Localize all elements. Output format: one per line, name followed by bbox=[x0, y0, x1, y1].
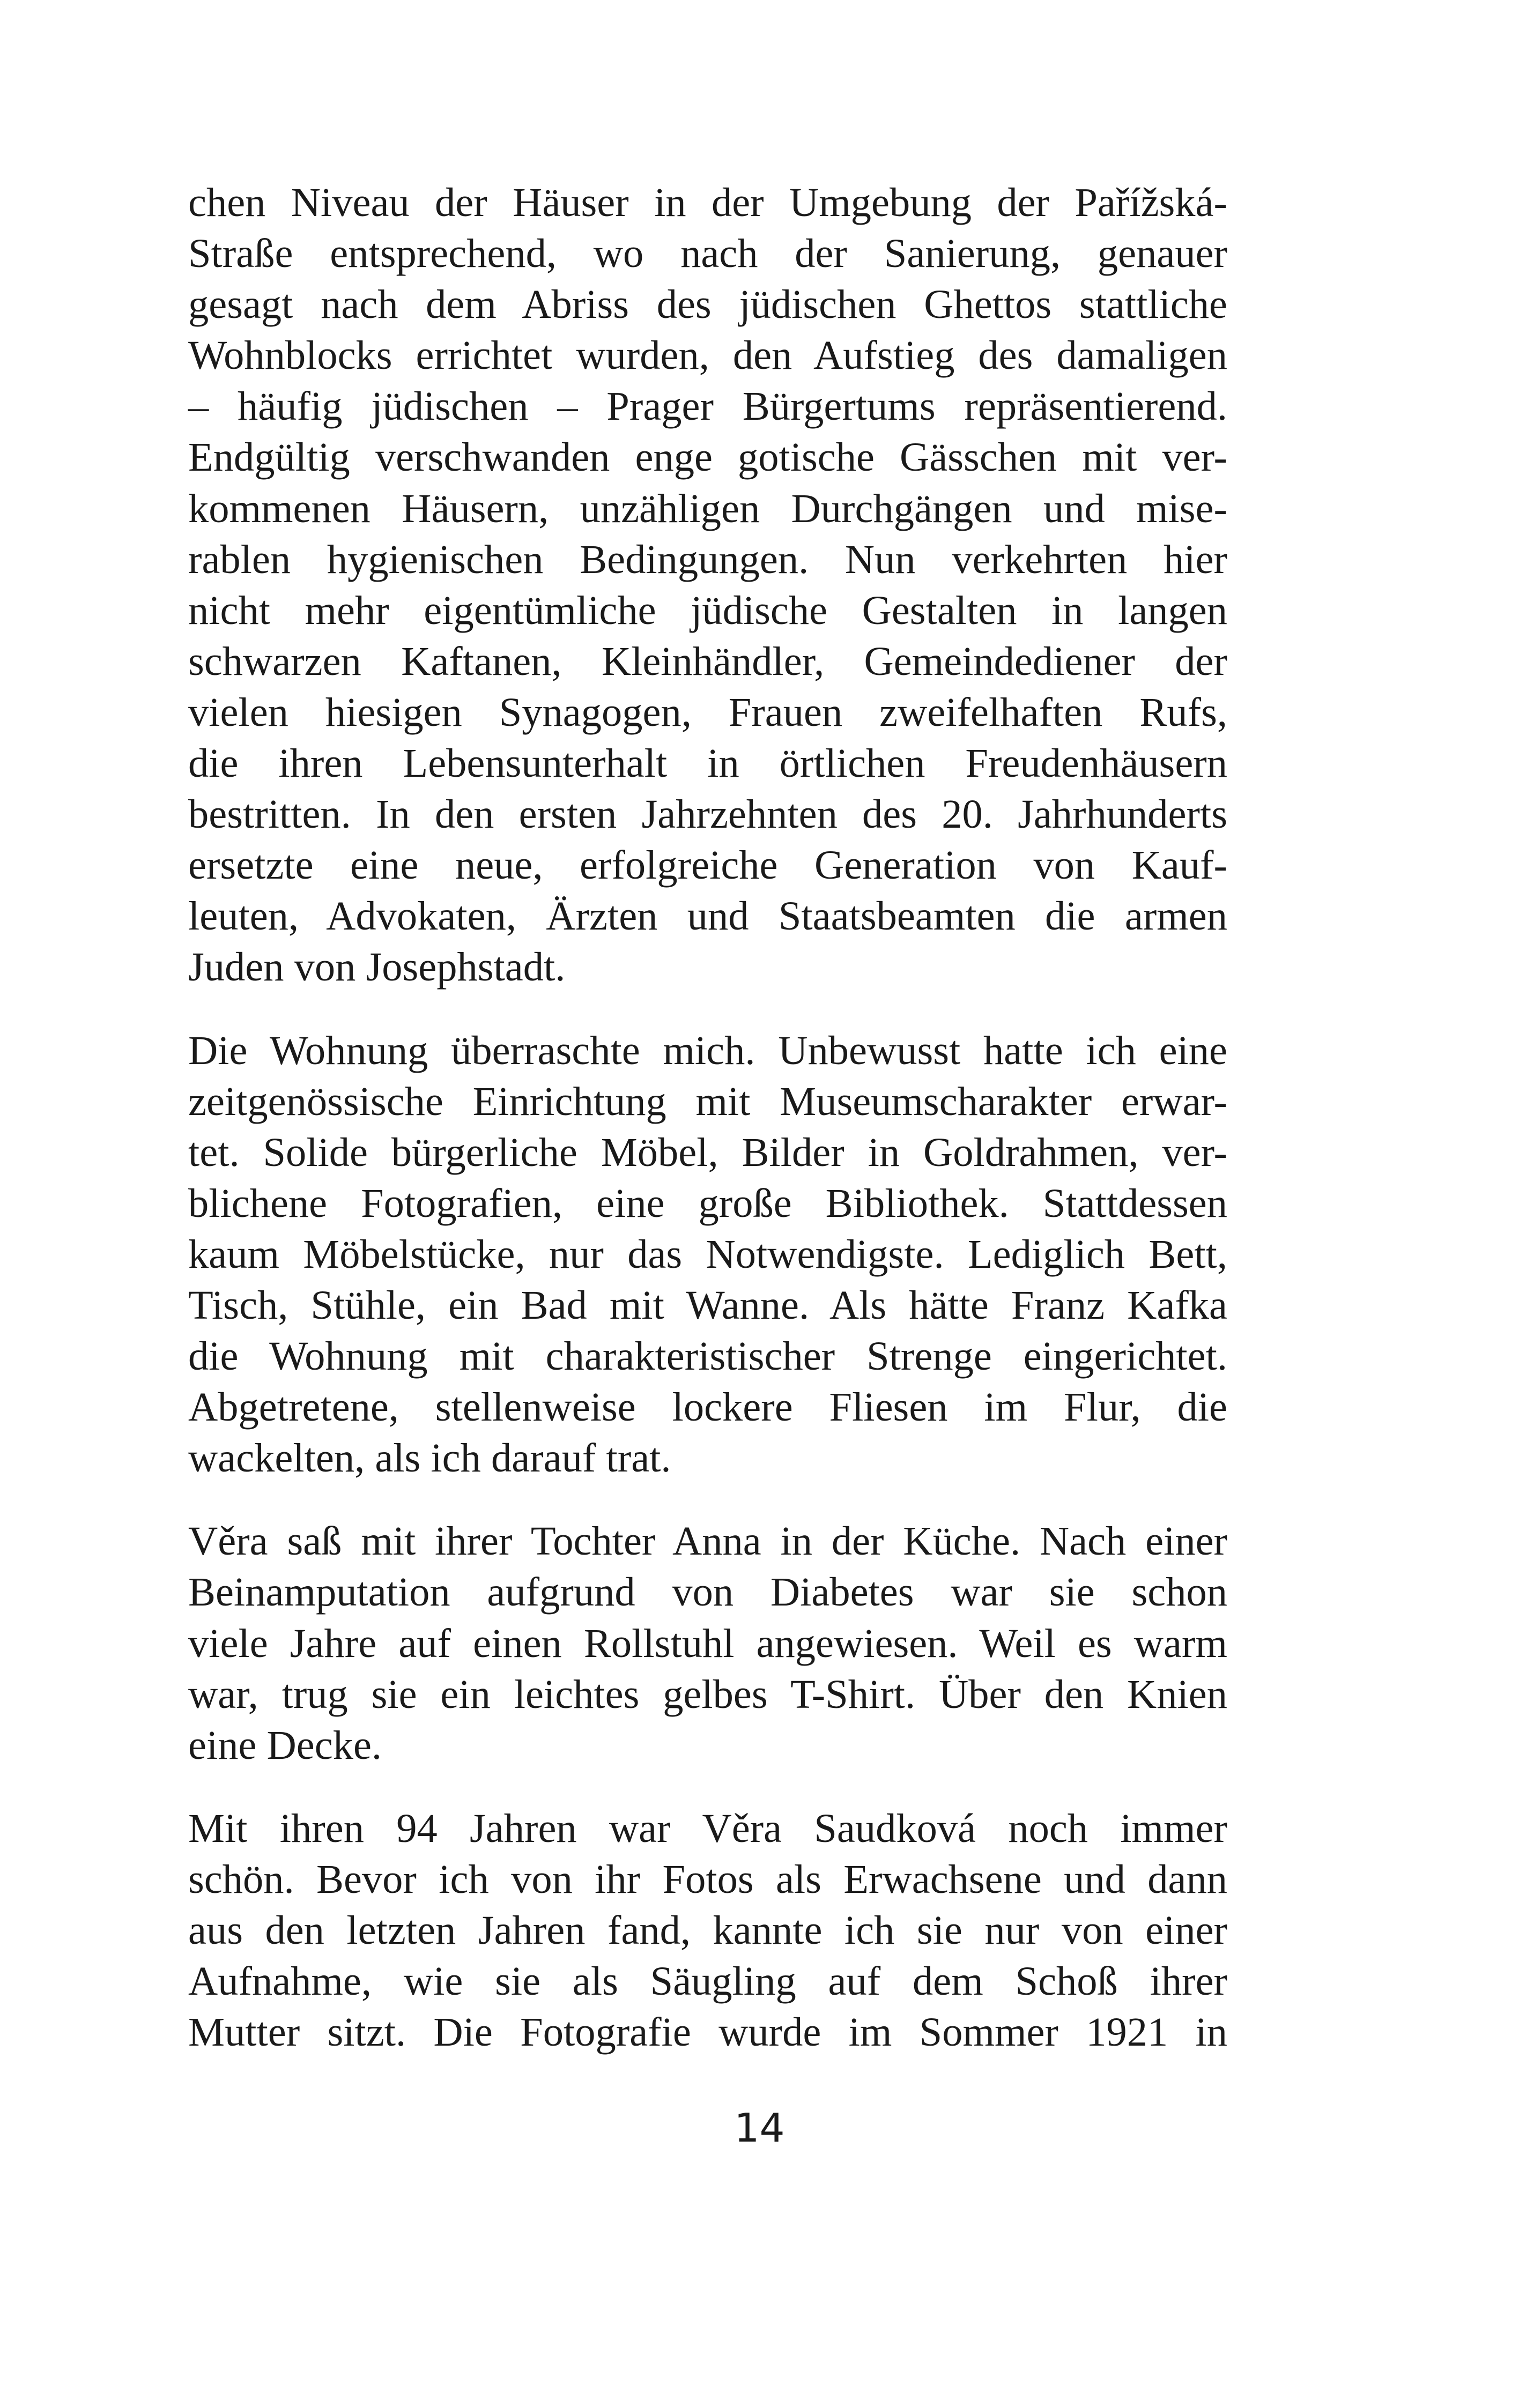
text-line: Abgetretene, stellenweise lockere Fliesen im Flur, die bbox=[188, 1384, 1227, 1430]
paragraph bbox=[188, 1025, 1227, 1484]
text-line: leuten, Advokaten, Ärzten und Staatsbeamten die armen bbox=[188, 893, 1227, 939]
text-line: nicht mehr eigentümliche jüdische Gestalten in langen bbox=[188, 587, 1227, 633]
text-line: schön. Bevor ich von ihr Fotos als Erwachsene und dann bbox=[188, 1856, 1227, 1902]
text-line: vielen hiesigen Synagogen, Frauen zweifelhaften Rufs, bbox=[188, 689, 1227, 735]
text-line: Tisch, Stühle, ein Bad mit Wanne. Als hätte Franz Kafka bbox=[188, 1282, 1227, 1328]
text-line: rablen hygienischen Bedingungen. Nun verkehrten hier bbox=[188, 536, 1227, 582]
text-line: zeitgenössische Einrichtung mit Museumscharakter erwar- bbox=[188, 1078, 1227, 1124]
text-line: eine Decke. bbox=[188, 1722, 382, 1768]
paragraph bbox=[188, 1803, 1227, 2057]
text-line: ersetzte eine neue, erfolgreiche Generation von Kauf- bbox=[188, 842, 1227, 888]
text-line: die ihren Lebensunterhalt in örtlichen Freudenhäusern bbox=[188, 740, 1227, 786]
text-line: bestritten. In den ersten Jahrzehnten des 20. Jahrhunderts bbox=[188, 791, 1227, 837]
text-line: wackelten, als ich darauf trat. bbox=[188, 1435, 671, 1481]
text-line: Die Wohnung überraschte mich. Unbewusst hatte ich eine bbox=[188, 1027, 1227, 1073]
text-line: chen Niveau der Häuser in der Umgebung der Pařížská- bbox=[188, 180, 1227, 225]
text-line: die Wohnung mit charakteristischer Strenge eingerichtet. bbox=[188, 1333, 1227, 1379]
text-line: gesagt nach dem Abriss des jüdischen Ghettos stattliche bbox=[188, 281, 1227, 328]
text-line: Mit ihren 94 Jahren war Věra Saudková noch immer bbox=[188, 1805, 1227, 1851]
text-line: tet. Solide bürgerliche Möbel, Bilder in Goldrahmen, ver- bbox=[188, 1129, 1227, 1175]
text-line: schwarzen Kaftanen, Kleinhändler, Gemeindediener der bbox=[188, 638, 1227, 684]
text-line: Mutter sitzt. Die Fotografie wurde im Sommer 1921 in bbox=[188, 2009, 1227, 2055]
text-line: kommenen Häusern, unzähligen Durchgängen und mise- bbox=[188, 485, 1227, 531]
body-text bbox=[188, 177, 1227, 2090]
text-line: – häufig jüdischen – Prager Bürgertums repräsentierend. bbox=[188, 383, 1227, 429]
text-line: Straße entsprechend, wo nach der Sanierung, genauer bbox=[188, 231, 1227, 277]
text-line: Aufnahme, wie sie als Säugling auf dem Schoß ihrer bbox=[188, 1958, 1227, 2004]
text-line: viele Jahre auf einen Rollstuhl angewiesen. Weil es warm bbox=[188, 1620, 1227, 1666]
text-line: kaum Möbelstücke, nur das Notwendigste. Lediglich Bett, bbox=[188, 1231, 1227, 1277]
text-line: Wohnblocks errichtet wurden, den Aufstieg des damaligen bbox=[188, 332, 1227, 378]
text-line: war, trug sie ein leichtes gelbes T-Shirt. Über den Knien bbox=[188, 1671, 1227, 1717]
text-line: Juden von Josephstadt. bbox=[188, 944, 566, 990]
paragraph bbox=[188, 1515, 1227, 1770]
text-line: blichene Fotografien, eine große Bibliothek. Stattdessen bbox=[188, 1180, 1227, 1226]
paragraph bbox=[188, 177, 1227, 993]
page-number: 14 bbox=[734, 2105, 785, 2151]
text-line: Beinamputation aufgrund von Diabetes war sie schon bbox=[188, 1569, 1227, 1615]
text-line: Endgültig verschwanden enge gotische Gässchen mit ver- bbox=[188, 434, 1227, 480]
text-line: aus den letzten Jahren fand, kannte ich sie nur von einer bbox=[188, 1907, 1227, 1953]
text-line: Věra saß mit ihrer Tochter Anna in der Küche. Nach einer bbox=[188, 1518, 1227, 1564]
